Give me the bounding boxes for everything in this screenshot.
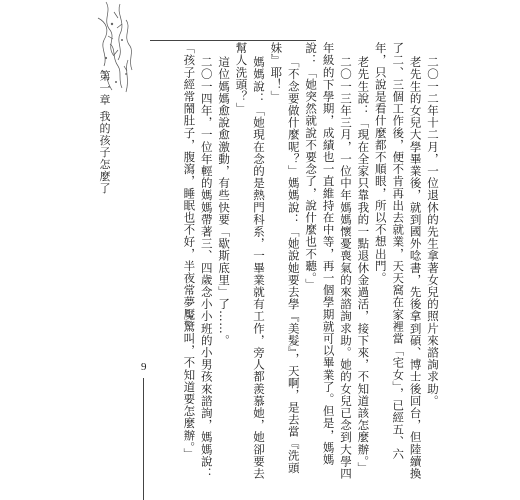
body-text	[180, 42, 441, 482]
paragraph: 二〇一三年三月，一位中年媽媽懷憂喪氣的來諮詢求助。她的女兒已念到大學四年級的下學期，成績也一直維持在中等，再一個學期就可以畢業了。但是，媽媽說：「她突然就說不要念了，說什麼也不聽。」	[304, 42, 353, 480]
paragraph: 老先生說：「現在全家只靠我的一點退休金過活，接下來，不知道該怎麼辦。」	[356, 55, 371, 474]
header-rule	[150, 40, 316, 41]
chapter-title: 第一章 我的孩子怎麼了	[98, 70, 111, 195]
paragraph: 二〇一四年，一位年輕的媽媽帶著三、四歲念小小班的小男孩來諮詢，媽媽說：「孩子經常鬧肚子，腹瀉，睡眠也不好，半夜常夢魘驚叫，不知道要怎麼辦。」	[182, 42, 214, 480]
folio-rule	[143, 378, 144, 500]
paragraph: 媽媽說：「她現在念的是熱門科系，一畢業就有工作，旁人都羨慕她，她卻要去幫人洗頭？」	[234, 42, 266, 480]
paragraph: 這位媽媽愈說愈激動，有些快要「歇斯底里」了……。	[217, 55, 232, 347]
page-number: 9	[141, 361, 147, 373]
paragraph: 「不念要做什麼呢？」媽媽說：「她說她要去學『美髮』，天啊，是去當『洗頭妹』耶！」	[269, 42, 301, 474]
paragraph: 二〇一二年十二月，一位退休的先生拿著女兒的照片來諮詢求助。	[426, 55, 440, 407]
paragraph: 老先生的女兒大學畢業後，就到國外唸書，先後拿到碩、博士後回台，但陸續換了二、三個工作後，便不肯再出去就業，天天窩在家裡當「宅女」，已經五、六年，只說是看什麼都不順眼，所以不想出門。	[373, 42, 423, 480]
